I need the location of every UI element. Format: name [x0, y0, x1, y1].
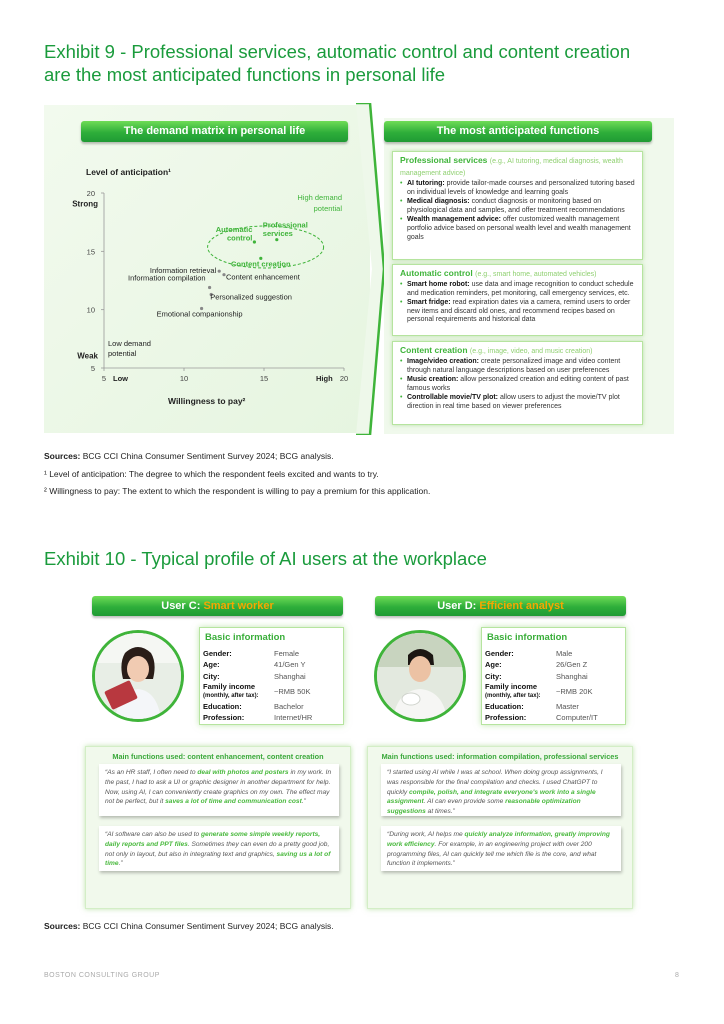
- quote-card: “As an HR staff, I often need to deal with photos and posters in my work. In the past, I had to ask a UI or graphic designer in another department for help. Now, using AI, I can conveniently create graphics on my own. The effect may not be perfect, but it saves a lot of time and communication cost.”: [99, 764, 339, 816]
- exhibit9-title: [44, 40, 694, 86]
- function-group-content-creation: [392, 341, 643, 425]
- footnote-1: ¹ Level of anticipation: The degree to which the respondent feels excited and wants to try.: [44, 469, 379, 479]
- x-high-label: High: [316, 374, 333, 383]
- function-item: • Smart home robot: use data and image recognition to conduct schedule and medication reminders, pet monitoring, call emergency services, etc.: [400, 281, 637, 298]
- x-low-label: Low: [113, 374, 128, 383]
- functions-used-title: Main functions used: information compilation, professional services: [381, 752, 619, 761]
- x-tick-label: 20: [339, 374, 349, 383]
- function-item: • Image/video creation: create personalized image and video content through natural language descriptions based on user preferences: [400, 358, 637, 375]
- demand-matrix-chart: [60, 185, 360, 390]
- function-item: • Wealth management advice: offer customized wealth management portfolio advice based on personal wealth level and wealth management goals: [400, 216, 637, 242]
- footnote-2: ² Willingness to pay: The extent to which the respondent is willing to pay a premium for this application.: [44, 486, 431, 496]
- demand-matrix-banner: The demand matrix in personal life: [81, 121, 348, 142]
- y-tick-label: 10: [86, 305, 95, 315]
- data-point: [275, 238, 278, 241]
- y-axis-title: Level of anticipation¹: [86, 167, 172, 177]
- high-demand-label-line2: potential: [313, 204, 342, 213]
- exhibit9-title-line2: are the most anticipated functions in personal life: [44, 64, 446, 85]
- x-axis-title: Willingness to pay²: [168, 396, 246, 406]
- y-low-label: Weak: [77, 351, 98, 361]
- exhibit9-title-line1: Exhibit 9 - Professional services, automatic control and content creation: [44, 41, 631, 62]
- exhibit9-sources: Sources: BCG CCI China Consumer Sentiment Survey 2024; BCG analysis.: [44, 451, 334, 461]
- data-point-label: Information retrieval: [149, 266, 217, 276]
- functions-used-title: Main functions used: content enhancement, content creation: [112, 752, 324, 761]
- footer-company: BOSTON CONSULTING GROUP: [44, 972, 160, 979]
- x-tick-label: 10: [179, 374, 189, 383]
- x-tick-label: 5: [101, 374, 107, 383]
- data-point-label: control: [226, 233, 253, 243]
- low-demand-label-line1: Low demand: [108, 338, 151, 348]
- function-item: • Controllable movie/TV plot: allow users to adjust the movie/TV plot direction in real time based on viewer preferences: [400, 394, 637, 411]
- user-c-info-card: Basic information Gender: Female Age: 41/Gen Y City: Shanghai Family income (monthly, after tax): ~RMB 50K Education: Bachelor Profession: Internet/HR: [199, 627, 344, 725]
- function-group-examples: (e.g., AI tutoring, medical diagnosis, wealth management advice): [400, 158, 623, 177]
- user-d-avatar: [374, 630, 466, 722]
- quote-card: “I started using AI while I was at school. When doing group assignments, I was responsible for the final compilation and checks. I used ChatGPT to quickly compile, polish, and integrate everyone's work into a single assignment. AI can even provide some reasonable optimization suggestions at times.”: [381, 764, 621, 816]
- functions-banner: The most anticipated functions: [384, 121, 652, 142]
- quote-card: “AI software can also be used to generate some simple weekly reports, daily reports and PPT files. Sometimes they can even do a pretty good job, not only in layout, but also in integrating text and graphics, saving us a lot of time.”: [99, 826, 339, 871]
- data-point-label: Automatic: [215, 225, 253, 234]
- user-c-avatar: [92, 630, 184, 722]
- page-number: 8: [675, 972, 680, 979]
- function-group-professional-services: [392, 151, 643, 260]
- function-item: • Medical diagnosis: conduct diagnosis or monitoring based on physiological data and samples, and offer treatment recommendations: [400, 198, 637, 215]
- y-tick-label: 15: [86, 247, 95, 257]
- function-group-title: Automatic control: [400, 268, 473, 278]
- y-tick-label: 5: [90, 364, 95, 373]
- x-tick-label: 15: [259, 374, 269, 383]
- data-point-label: Emotional companionship: [156, 309, 243, 319]
- data-point-label: Content creation: [231, 259, 291, 269]
- function-group-examples: (e.g., image, video, and music creation): [469, 348, 593, 355]
- user-d-persona: Efficient analyst: [479, 600, 564, 612]
- exhibit10-sources: Sources: BCG CCI China Consumer Sentiment Survey 2024; BCG analysis.: [44, 921, 334, 931]
- panel-arrow: [356, 103, 386, 435]
- function-group-title: Professional services: [400, 155, 488, 165]
- function-group-examples: (e.g., smart home, automated vehicles): [475, 271, 597, 278]
- function-item: • AI tutoring: provide tailor-made courses and personalized tutoring based on individual levels of knowledge and learning goals: [400, 180, 637, 197]
- data-point: [208, 286, 211, 289]
- user-c-functions-panel: [85, 746, 351, 909]
- data-point: [253, 240, 256, 243]
- user-c-banner: User C: Smart worker: [92, 596, 343, 616]
- function-item: • Smart fridge: read expiration dates via a camera, remind users to order new items and discard old ones, and recommend recipes based on personal requirements and historical data: [400, 299, 637, 325]
- function-group-title: Content creation: [400, 345, 468, 355]
- info-card-title: Basic information: [487, 632, 568, 643]
- quote-card: “During work, AI helps me quickly analyze information, greatly improving work efficiency. For example, in an engineering project with over 200 programming files, AI can quickly tell me which file is the core, and what function it implements.”: [381, 826, 621, 871]
- exhibit10-title: Exhibit 10 - Typical profile of AI users at the workplace: [44, 548, 487, 569]
- user-c-persona: Smart worker: [203, 600, 274, 612]
- user-d-banner: User D: Efficient analyst: [375, 596, 626, 616]
- user-d-functions-panel: [367, 746, 633, 909]
- function-group-automatic-control: [392, 264, 643, 336]
- data-point-label: Personalized suggestion: [210, 292, 292, 302]
- data-point-label: Professional: [262, 220, 308, 230]
- user-d-info-card: Basic information Gender: Male Age: 26/Gen Z City: Shanghai Family income (monthly, after tax): ~RMB 20K Education: Master Profession: Computer/IT: [481, 627, 626, 725]
- info-card-title: Basic information: [205, 632, 286, 643]
- data-point-label: services: [262, 229, 293, 239]
- low-demand-label-line2: potential: [108, 348, 137, 358]
- high-demand-label-line1: High demand: [297, 193, 342, 202]
- data-point-label: Content enhancement: [226, 272, 300, 282]
- y-tick-label: 20: [86, 189, 95, 198]
- y-high-label: Strong: [72, 199, 98, 209]
- function-item: • Music creation: allow personalized creation and editing content of past famous works: [400, 376, 637, 393]
- data-point-label: Information compilation: [128, 273, 206, 283]
- data-point: [218, 270, 221, 273]
